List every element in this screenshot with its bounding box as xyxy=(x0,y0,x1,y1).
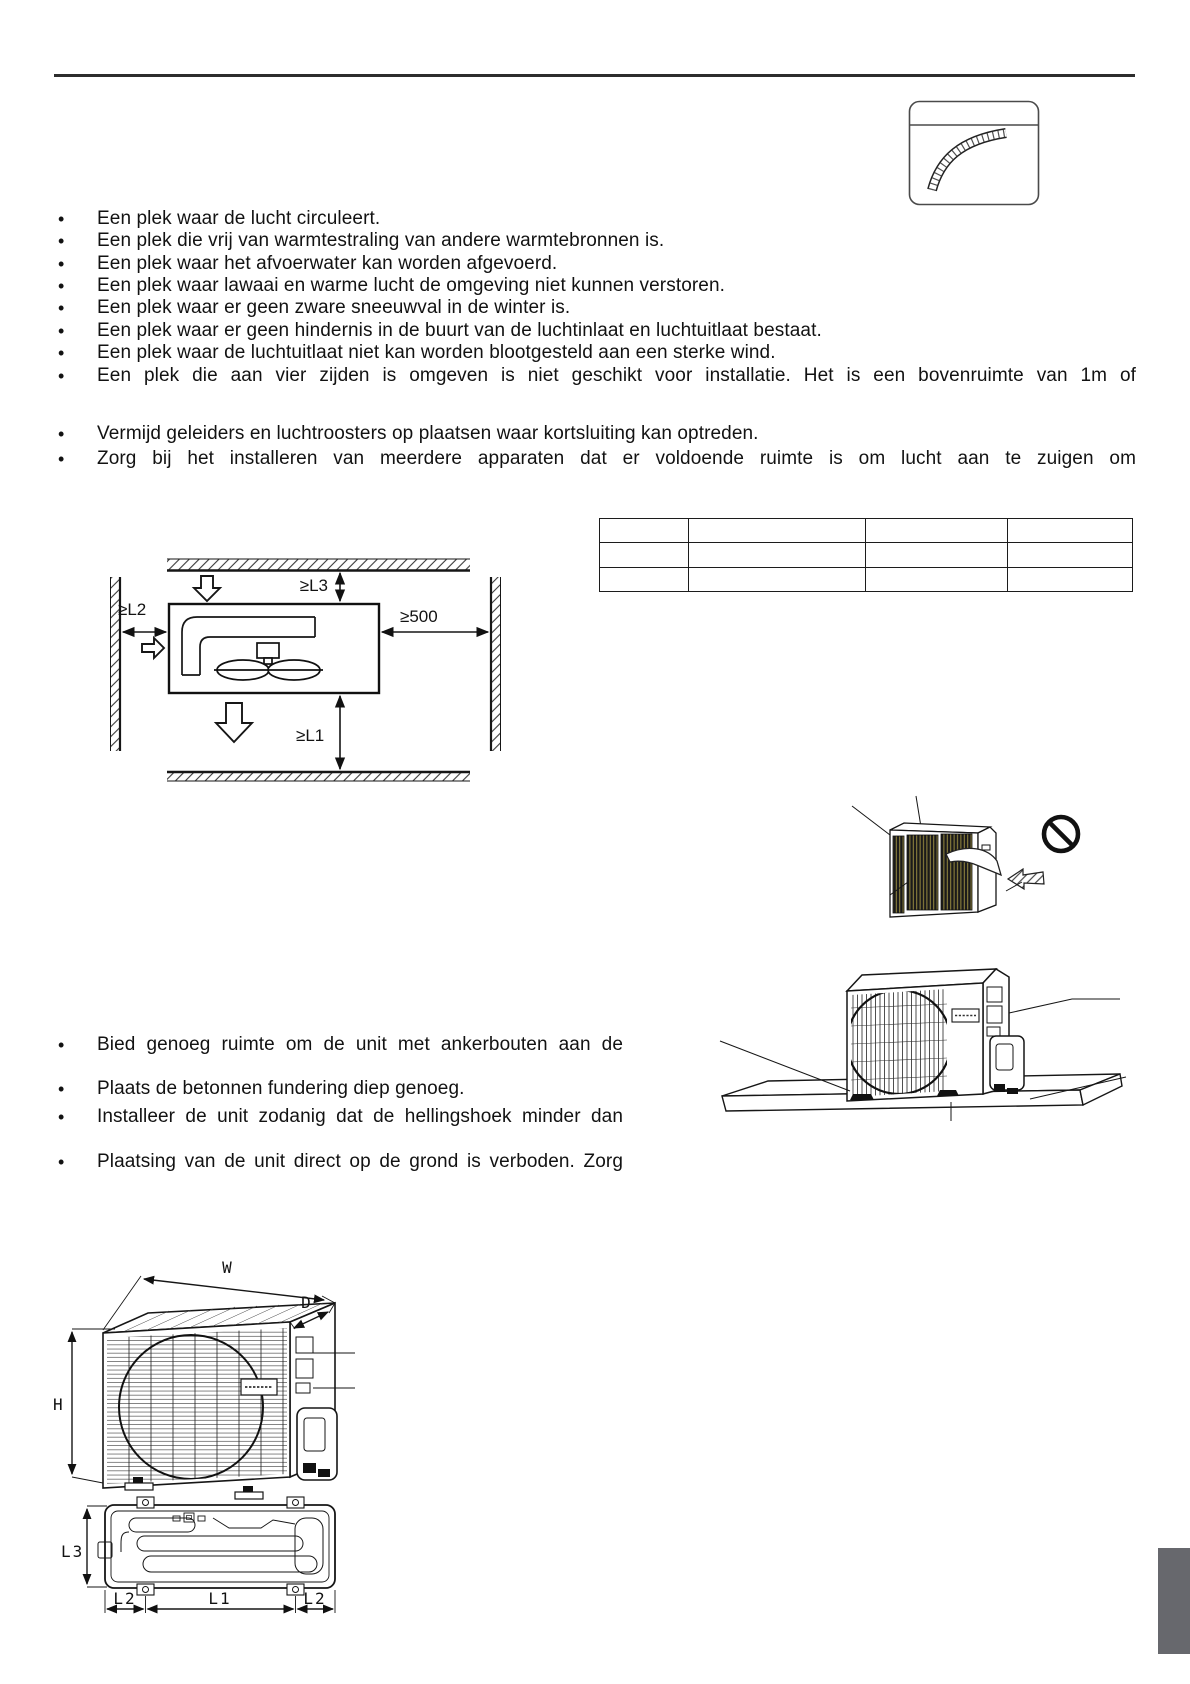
label-floor-gap: ≥L1 xyxy=(296,726,325,745)
dimensions-figure xyxy=(45,1180,417,1642)
valve-cover xyxy=(990,1036,1024,1094)
bullet-text: Plaats de betonnen fundering diep genoeg. xyxy=(97,1078,465,1099)
anchored-unit-figure xyxy=(690,878,1138,1150)
bullet-marker: • xyxy=(58,254,65,274)
table-cell xyxy=(866,543,1008,567)
bullet-text: Installeer de unit zodanig dat de hellingshoek minder dan xyxy=(97,1106,623,1127)
table-row xyxy=(600,567,1133,591)
label-outlet-gap: ≥500 xyxy=(400,607,438,626)
label-l2-right: L2 xyxy=(303,1589,327,1608)
ceiling-hatch xyxy=(167,559,470,571)
bullet-text: Een plek waar de luchtuitlaat niet kan worden blootgesteld aan een sterke wind. xyxy=(97,342,776,363)
bullet-marker: • xyxy=(58,298,65,318)
table-cell xyxy=(689,543,866,567)
bullet-item xyxy=(0,208,1190,231)
table-cell xyxy=(600,519,689,543)
bullet-item xyxy=(0,230,1190,253)
bullet-text: Vermijd geleiders en luchtroosters op plaatsen waar kortsluiting kan optreden. xyxy=(97,423,759,444)
bullet-item xyxy=(0,448,1190,471)
prohibition-icon xyxy=(1044,817,1078,851)
airflow-down-arrow-top xyxy=(194,576,220,601)
bullet-item xyxy=(0,365,1190,388)
table-cell xyxy=(1008,543,1133,567)
ext-lines-l3 xyxy=(87,1506,107,1587)
bullet-marker: • xyxy=(58,449,65,469)
leader-line-panel xyxy=(1009,999,1120,1013)
bullet-marker: • xyxy=(58,1035,65,1055)
label-l2-left: L2 xyxy=(113,1589,137,1608)
bullet-text: Een plek waar de lucht circuleert. xyxy=(97,208,381,229)
bullet-text: Een plek waar er geen hindernis in de buurt van de luchtinlaat en luchtuitlaat bestaat. xyxy=(97,320,822,341)
bullet-item xyxy=(0,253,1190,276)
table-cell xyxy=(689,567,866,591)
bullet-text: Een plek waar er geen zware sneeuwval in de winter is. xyxy=(97,297,571,318)
bullet-marker: • xyxy=(58,1152,65,1172)
table-cell xyxy=(866,567,1008,591)
table-cell xyxy=(1008,567,1133,591)
airflow-down-arrow-bottom xyxy=(216,703,252,742)
table-cell xyxy=(600,567,689,591)
bullet-text: Een plek die vrij van warmtestraling van andere warmtebronnen is. xyxy=(97,230,665,251)
table-row xyxy=(600,519,1133,543)
bullet-item xyxy=(0,342,1190,365)
bullet-marker: • xyxy=(58,321,65,341)
table-row xyxy=(600,543,1133,567)
front-grille xyxy=(107,1319,287,1486)
bullet-marker: • xyxy=(58,366,65,386)
clearance-diagram xyxy=(100,548,510,793)
bullet-marker: • xyxy=(58,343,65,363)
bullet-marker: • xyxy=(58,1079,65,1099)
header-divider xyxy=(54,74,1135,77)
label-l3: L3 xyxy=(61,1542,85,1561)
page-edge-tab xyxy=(1158,1548,1190,1654)
valve-cover xyxy=(297,1408,337,1480)
bullet-text: Een plek waar lawaai en warme lucht de omgeving niet kunnen verstoren. xyxy=(97,275,726,296)
bullet-marker: • xyxy=(58,231,65,251)
table-cell xyxy=(1008,519,1133,543)
label-w: W xyxy=(222,1258,234,1277)
floor-hatch xyxy=(167,772,470,781)
side-panel-vents xyxy=(987,987,1002,1036)
bullet-text: Plaatsing van de unit direct op de grond is verboden. Zorg xyxy=(97,1151,623,1172)
clearance-spec-table xyxy=(599,518,1133,592)
bullet-item xyxy=(0,423,1190,446)
table-cell xyxy=(866,519,1008,543)
bullet-text: Een plek waar het afvoerwater kan worden afgevoerd. xyxy=(97,253,558,274)
duct-pictogram-box xyxy=(908,100,1040,206)
bullet-item xyxy=(0,1151,1190,1174)
airflow-right-arrow xyxy=(142,638,164,658)
dim-line-w xyxy=(144,1279,324,1300)
leader-lines-top xyxy=(890,882,1022,895)
label-d: D xyxy=(301,1293,313,1312)
bullet-marker: • xyxy=(58,424,65,444)
bullet-text: Zorg bij het installeren van meerdere apparaten dat er voldoende ruimte is om lucht aan te zuigen om xyxy=(97,448,1136,469)
brand-logo xyxy=(952,1009,979,1022)
table-cell xyxy=(689,519,866,543)
bullet-item xyxy=(0,320,1190,343)
bullet-item xyxy=(0,275,1190,298)
bullet-marker: • xyxy=(58,1107,65,1127)
brand-logo xyxy=(241,1379,277,1395)
bullet-text: Een plek die aan vier zijden is omgeven is niet geschikt voor installatie. Het is een bovenruimte van 1m of xyxy=(97,365,1136,386)
bullet-marker: • xyxy=(58,209,65,229)
label-wall-gap: ≥L2 xyxy=(118,600,147,619)
label-h: H xyxy=(53,1395,65,1414)
bullet-item xyxy=(0,297,1190,320)
label-ceiling-gap: ≥L3 xyxy=(299,576,328,595)
bullet-text: Bied genoeg ruimte om de unit met ankerbouten aan de xyxy=(97,1034,623,1055)
bullet-marker: • xyxy=(58,276,65,296)
right-wall-hatch xyxy=(491,577,501,751)
side-panel-vents xyxy=(296,1337,313,1393)
label-l1: L1 xyxy=(208,1589,232,1608)
base-plan xyxy=(105,1497,335,1595)
table-cell xyxy=(600,543,689,567)
fan-grille xyxy=(847,989,951,1097)
